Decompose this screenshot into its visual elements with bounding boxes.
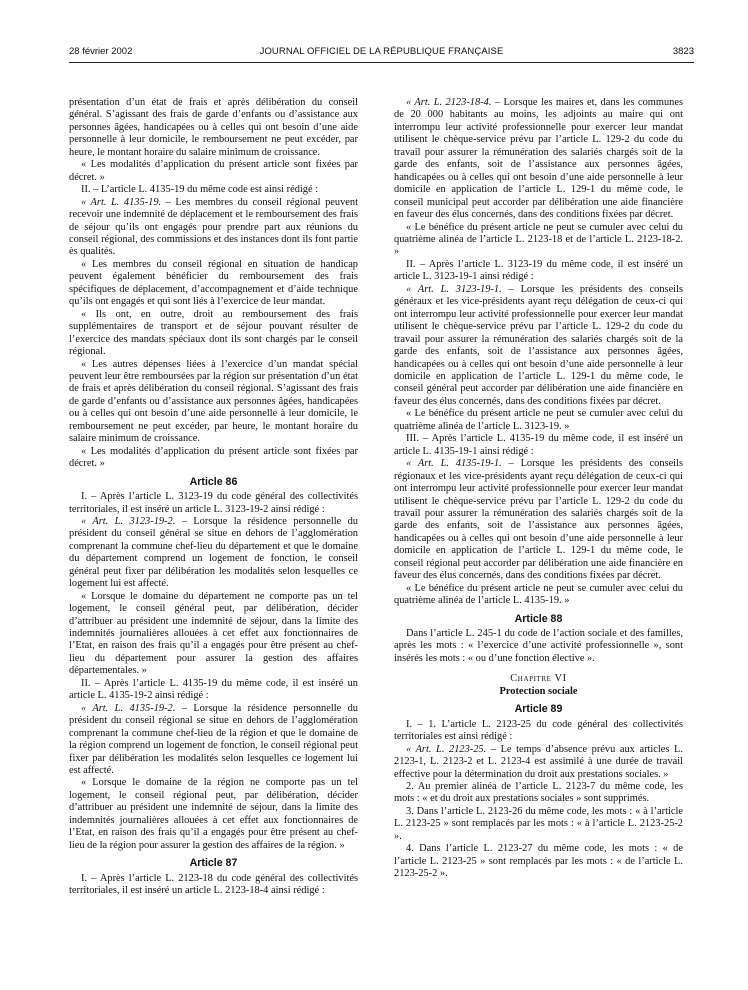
article-reference: « Art. L. 3123-19-1. xyxy=(406,283,502,295)
article-heading: Article 89 xyxy=(514,703,563,716)
article-reference: « Art. L. 4135-19. xyxy=(81,196,162,208)
paragraph-text: – Lorsque la résidence personnelle du président du conseil général se situe en dehors de l’agglomération comprenant la commune chef-lieu du département et que le domaine du département comprend un logement de fonction, le conseil général peut fixer par délibération les modalités selon lesquelles ce logement lui est affecté. xyxy=(69,515,358,590)
article-reference: « Art. L. 4135-19-1. xyxy=(406,458,502,470)
paragraph: « Les membres du conseil régional en situation de handicap peuvent également bénéficier du remboursement des frais spécifiques de déplacement, d’accompagnement et d’aide technique qu’ils ont engagés et qui sont liés à l’exercice de leur mandat. xyxy=(69,258,358,308)
article-reference: « Art. L. 3123-19-2. xyxy=(81,515,176,527)
article-reference: « Art. L. 4135-19-2. xyxy=(81,702,176,714)
left-column xyxy=(69,97,358,898)
paragraph-text: – Lorsque les maires et, dans les communes de 20 000 habitants au moins, les adjoints au maire qui ont interrompu leur activité professionnelle pour exercer leur mandat utilisent le chèque-service prévu par l’article L. 129-2 du code du travail pour assurer la rémunération des salariés chargés soit de la garde des enfants, soit de l’assistance aux personnes âgées, handicapées ou à celles qui ont besoin d’une aide personnelle à leur domicile en application de l’article L. 129-1 du même code, le conseil municipal peut accorder par délibération une aide financière en faveur des élus concernés, dans des conditions fixées par décret. xyxy=(394,97,684,221)
paragraph: « Les modalités d’application du présent article sont fixées par décret. » xyxy=(69,445,358,470)
paragraph: « Lorsque le domaine de la région ne comporte pas un tel logement, le conseil régional peut, par délibération, décider d’attribuer au président une indemnité de séjour, dans la limite des indemnités journalières allouées à cet effet aux fonctionnaires de l’Etat, en raison des frais qu’il a engagés pour être présent au chef-lieu de la région pour assurer la gestion des affaires de la région. » xyxy=(69,777,358,851)
journal-title: JOURNAL OFFICIEL DE LA RÉPUBLIQUE FRANÇAISE xyxy=(259,46,504,57)
article-heading: Article 88 xyxy=(514,612,563,625)
paragraph: II. – Après l’article L. 4135-19 du même code, il est inséré un article L. 4135-19-2 ainsi rédigé : xyxy=(69,677,358,702)
paragraph: 4. Dans l’article L. 2123-27 du même code, les mots : « de l’article L. 2123-25 » sont remplacés par les mots : « de l’article L. 2123-25-2 ». xyxy=(394,843,683,880)
paragraph xyxy=(394,458,683,583)
publication-date: 28 février 2002 xyxy=(69,46,133,57)
paragraph xyxy=(69,516,358,591)
paragraph: « Le bénéfice du présent article ne peut se cumuler avec celui du quatrième alinéa de l’article L. 3123-19. » xyxy=(394,408,683,432)
paragraph: I. – Après l’article L. 2123-18 du code général des collectivités territoriales, il est inséré un article L. 2123-18-4 ainsi rédigé : xyxy=(69,872,358,897)
paragraph xyxy=(69,703,358,778)
paragraph-text: – Lorsque les présidents des conseils généraux et les vice-présidents ayant reçu délégation de ceux-ci qui ont interrompu leur activité professionnelle pour exercer leur mandat utilisent le chèque-service prévu par l’article L. 129-2 du code du travail pour assurer la rémunération des salariés chargés soit de la garde des enfants, soit de l’assistance aux personnes âgées, handicapées ou à celles qui ont besoin d’une aide personnelle à leur domicile en application de l’article L. 129-1 du même code, le conseil général peut accorder par délibération une aide financière en faveur des élus concernés, dans des conditions fixées par décret. xyxy=(394,283,683,407)
paragraph: « Les autres dépenses liées à l’exercice d’un mandat spécial peuvent leur être remboursées par la région sur présentation d’un état de frais et après délibération du conseil régional. S’agissant des frais de garde d’enfants ou d’assistance aux personnes âgées, handicapées ou à celles qui ont besoin d’une aide personnelle à leur domicile, le remboursement ne peut excéder, par heure, le montant horaire du salaire minimum de croissance. xyxy=(69,358,358,445)
page-number: 3823 xyxy=(672,46,694,57)
article-reference: « Art. L. 2123-18-4. xyxy=(406,97,492,108)
paragraph xyxy=(394,744,683,781)
paragraph: I. – Après l’article L. 3123-19 du code général des collectivités territoriales, il est inséré un article L. 3123-19-2 ainsi rédigé : xyxy=(69,491,358,515)
paragraph xyxy=(69,197,358,259)
paragraph-text: – Le temps d’absence prévu aux articles L. 2123-1, L. 2123-2 et L. 2123-4 est assimilé à une durée de travail effective pour la détermination du droit aux prestations sociales. » xyxy=(394,743,683,780)
paragraph: « Le bénéfice du présent article ne peut se cumuler avec celui du quatrième alinéa de l’article L. 2123-18 et de l’article L. 2123-18-2. » xyxy=(394,221,683,258)
page-header xyxy=(69,46,694,62)
paragraph-text: – Lorsque la résidence personnelle du président du conseil régional se situe en dehors de l’agglomération comprenant la commune chef-lieu de la région et que le domaine de la région comprend un logement de fonction, le conseil régional peut fixer par délibération les modalités selon lesquelles ce logement lui est affecté. xyxy=(69,702,358,777)
header-rule xyxy=(69,62,694,63)
paragraph xyxy=(394,284,683,409)
paragraph: II. – Après l’article L. 3123-19 du même code, il est inséré un article L. 3123-19-1 ainsi rédigé : xyxy=(394,258,683,283)
paragraph: « Les modalités d’application du présent article sont fixées par décret. » xyxy=(69,159,358,183)
paragraph: I. – 1. L’article L. 2123-25 du code général des collectivités territoriales est ainsi rédigé : xyxy=(394,718,683,743)
paragraph: II. – L’article L. 4135-19 du même code est ainsi rédigé : xyxy=(81,184,319,196)
paragraph: Dans l’article L. 245-1 du code de l’action sociale et des familles, après les mots : « l’exercice d’une activité professionnelle », sont insérés les mots : « ou d’une fonction élective ». xyxy=(394,628,683,664)
section-heading: Protection sociale xyxy=(499,685,578,697)
article-heading: Article 86 xyxy=(189,475,238,488)
paragraph-text: – Les membres du conseil régional peuvent recevoir une indemnité de déplacement et le remboursement des frais de séjour qu’ils ont engagés pour prendre part aux réunions du conseil régional, des commissions et des instances dont ils font partie ès qualités. xyxy=(69,196,358,258)
paragraph: présentation d’un état de frais et après délibération du conseil général. S’agissant des frais de garde d’enfants ou d’assistance aux personnes âgées, handicapées ou à celles qui ont besoin d’une aide personnelle à leur domicile, le remboursement ne peut excéder, par heure, le montant horaire du salaire minimum de croissance. xyxy=(69,97,358,158)
paragraph: 2. Au premier alinéa de l’article L. 2123-7 du même code, les mots : « et du droit aux prestations sociales » sont supprimés. xyxy=(394,781,683,805)
paragraph-text: – Lorsque les présidents des conseils régionaux et les vice-présidents ayant reçu délégation de ceux-ci qui ont interrompu leur activité professionnelle pour exercer leur mandat utilisent le chèque-service prévu par l’article L. 129-2 du code du travail pour assurer la rémunération des salariés chargés soit de la garde des enfants, soit de l’assistance aux personnes âgées, handicapées ou à celles qui ont besoin d’une aide personnelle à leur domicile en application de l’article L. 129-1 du même code, le conseil régional peut accorder par délibération une aide financière en faveur des élus concernés, dans des conditions fixées par décret. xyxy=(394,458,683,582)
paragraph: 3. Dans l’article L. 2123-26 du même code, les mots : « à l’article L. 2123-25 » sont remplacés par les mots : « à l’article L. 2123-25-2 ». xyxy=(394,805,683,842)
article-reference: « Art. L. 2123-25. xyxy=(406,743,487,755)
paragraph: « Le bénéfice du présent article ne peut se cumuler avec celui du quatrième alinéa de l’article L. 4135-19. » xyxy=(394,582,683,607)
article-heading: Article 87 xyxy=(189,857,238,870)
paragraph: III. – Après l’article L. 4135-19 du même code, il est inséré un article L. 4135-19-1 ainsi rédigé : xyxy=(394,433,683,457)
paragraph xyxy=(394,97,683,222)
paragraph: « Lorsque le domaine du département ne comporte pas un tel logement, le conseil général peut, par délibération, décider d’attribuer au président une indemnité de séjour, dans la limite des indemnités journalières allouées à cet effet aux fonctionnaires de l’Etat, en raison des frais qu’il a engagés pour être présent au chef-lieu du département pour assurer la gestion des affaires départementales. » xyxy=(69,590,358,677)
right-column xyxy=(394,97,683,881)
paragraph: « Ils ont, en outre, droit au remboursement des frais supplémentaires de transport et de séjour pouvant résulter de l’exercice des mandats spéciaux dont ils sont chargés par le conseil régional. xyxy=(69,308,358,358)
chapter-heading: Chapitre VI xyxy=(510,673,567,685)
